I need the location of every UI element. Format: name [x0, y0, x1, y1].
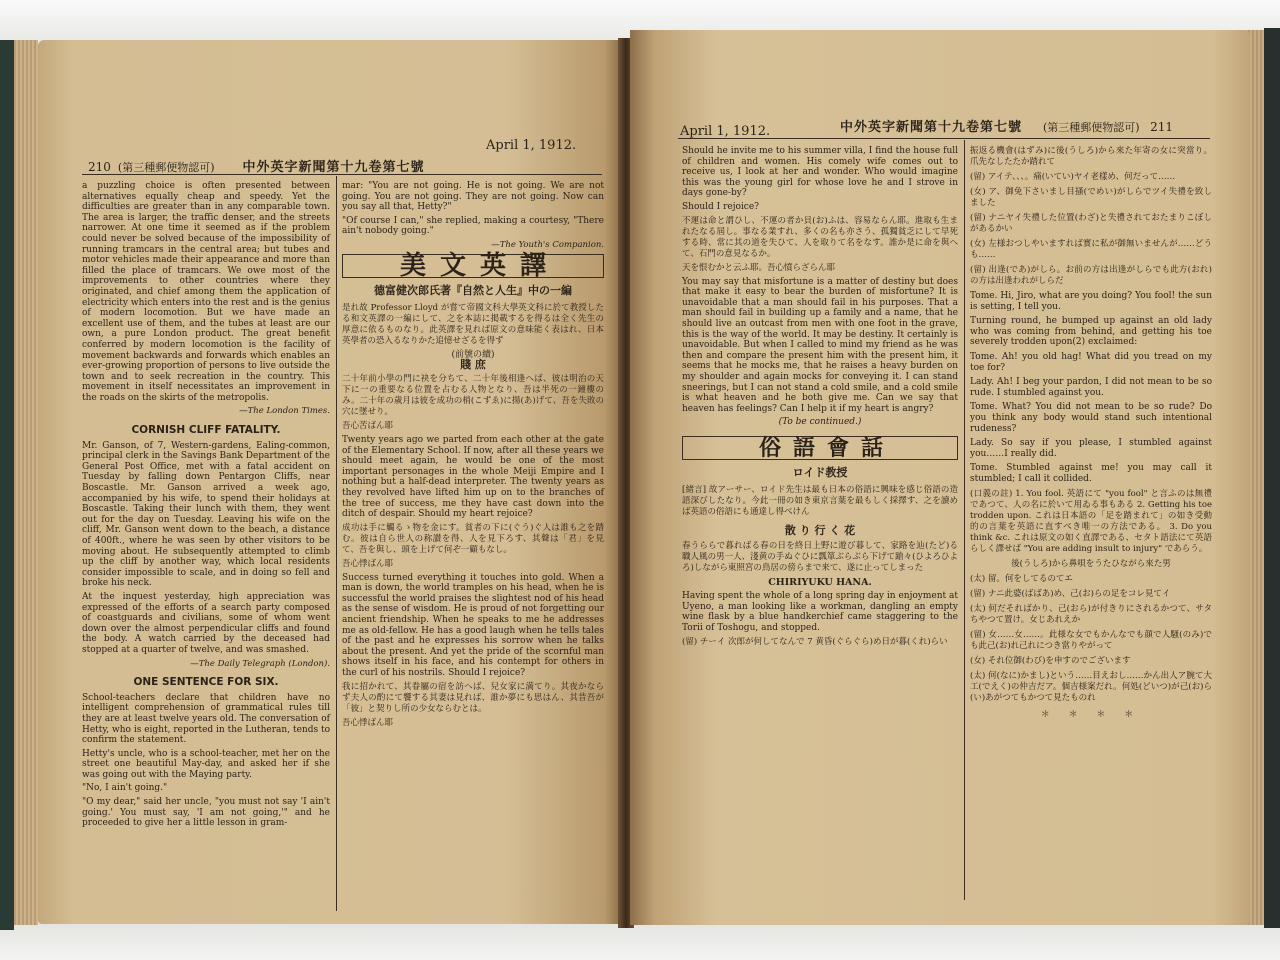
jp-passage-2-end: 吾心悸ばん耶: [342, 558, 394, 569]
cornish-source: —The Daily Telegraph (London).: [190, 658, 330, 669]
jp-passage-3: 我に招かれて、其眷屬の宿を訪へば、兒女家に満てり。其夜かならず夫人の酌にて饗する其妻は見れば、誰か夢にも思はん、其昔吾が「彼」と契りし所の少女ならむとは。: [342, 681, 604, 714]
sentence-paragraph-4: "O my dear," said her uncle, "you must not say 'I ain't going.' You must say, 'I am not going,'" and he proceeded to give her a little lesson in gram-: [82, 797, 330, 829]
continuation-text: mar: "You are not going. He is not going. We are not going. You are not going. They are not going. Now can you say all that, Hetty?": [342, 181, 604, 213]
bimbun-eiyaku-title: 美文英譯: [342, 254, 604, 279]
chiri-title-en: CHIRIYUKU HANA.: [768, 576, 872, 588]
dialog-jp-line: (女) ア、御免下さいまし目搔(でめい)がしらでツイ失禮を致しました: [970, 187, 1212, 208]
jp-passage-4-end: 天を恨むかと云ふ耶。吾心憤らざらん耶: [682, 262, 836, 273]
dialog2-line: (太) 何だそればかり、己(おら)が付きりにされるかつて、サタちやつて置け。女じあれえか: [970, 603, 1212, 625]
en-passage-3: Should he invite me to his summer villa, I find the house full of children and women. His comely wife comes out to receive us, I look at her and wonder. Who would imagine this was the young girl for whose love he and I strove in days gone-by?: [682, 146, 958, 199]
journal-title: 中外英字新聞第十九卷第七號: [840, 120, 1023, 135]
dialog-jp-top: 振返る機會(はずみ)に後(うしろ)から來た年寄の女に突當り。爪先なしたたか踏れて: [970, 146, 1212, 167]
en-passage-3-end: Should I rejoice?: [682, 201, 760, 212]
section-title: 賤 庶: [460, 358, 486, 372]
permit-note: (第三種郵便物認可): [117, 161, 215, 174]
sentence-paragraph-1: School-teachers declare that children have no intelligent comprehension of grammatical rules till they are at least twelve years old. The conversation of Hetty, who is eight, reported in the Lutheran, tends to confirm the statement.: [82, 692, 330, 746]
dialog-en-line: Tome. Ah! you old hag! What did you tread on my toe for?: [970, 351, 1212, 373]
cornish-title: CORNISH CLIFF FATALITY.: [131, 424, 281, 437]
continuation-text-2: "Of course I can," she replied, making a courtesy, "There ain't nobody going.": [342, 215, 604, 237]
dialog-jp-line: (留) アイテ、、、。痛(いてい)ヤイ老樣め、何だって……: [970, 172, 1176, 182]
book-cover-right: [1264, 28, 1280, 928]
dialog2-intro: 後(うしろ)から鼻唄をうたひながら來た男: [1011, 558, 1171, 569]
dialog-jp-line: (留) 出逢(であ)がしら。お前の方は出逢がしらでも此方(おれ)の方は出逢われがしらだ: [970, 265, 1212, 286]
jp-passage-1: 二十年前小學の門に袂を分ちて、二十年後相逢へば、彼は明治の天下に一の重要なる位置を占むる人物となり、吾は半死の一鐘樓のみ。二十年の歳月は彼を成功の梢(こずゑ)に揚(あ)げて、吾を失敗の穴に墜せり。: [342, 373, 604, 417]
bimbun-intro: 是れ故 Professor Lloyd が嘗て帝國文科大學英文科に於て教授したる和文英譯の一編にして、之を本誌に掲載するを得るは全く先生の厚意に依るものなり。此英譯を見れば原文の意味能く表はれ、日本英學者の恐入るなりかた追憶せざるを得ず: [342, 302, 604, 346]
left-column-1: [82, 181, 330, 832]
chiri-jp: 春うららで暮ればる春の日を終日上野に遊び暮して、家路を辿(たど)る職人風の男一人、淺黄の手ぬぐひに瓢箪ぶらぶら下げて蹌々(ひよろひよろ)しながら東照宮の鳥居の傍らまで来て、遂に止ってしまった: [682, 540, 958, 573]
page-edges-left: [14, 40, 38, 925]
en-passage-4: You may say that misfortune is a matter of destiny but does that make it easy to bear the burden of misfortune? It is unavoidable that a man should fail in his purposes. That a man should fail in building up a family and a name, that he should live an outcast from men with one foot in the grave, this is the way of the world. It may be destiny. It certainly is unavoidable. But when I called to mind my friend as he was then and compare the present him with the present him, it seems that he mocks me, that he raises a heavy burden on my shoulder and again mocks for conveying it. I can stand sneerings, but I can not stand a cold smile, and a cold smile is what heaven and he both give me. Can we say that heaven has feelings? Can I help it if my heart is angry?: [682, 276, 958, 414]
header-rule: [82, 174, 602, 175]
left-page-date-wrap: [486, 138, 576, 153]
jp-passage-4: 不運は命と謂ひし、不運の者か貝(お)ふは、容易ならん耶。進取も生まれたなる屆し。事なる業すれ、多くの名も亦さう、孤獨貧乏にして早死する時、常に其の道を失ひて、人を取りて名をなす。誰か是に命を與へて、石門の意見なるか。: [682, 215, 958, 259]
en-passage-2: Success turned everything it touches into gold. When a man is down, the world tramples on his head, when he is successful the world praises the slightest nod of his head as the sense of wisdom. He is proud of not forgetting our ancient friendship. When he speaks to me he addresses me as old-fellow. He has a good laugh when he tells tales of the past and he expresses his sorrow when he talks about the present. And yet the pride of the scornful man shows itself in his face, and his contempt for others in the curl of his nostrils. Should I rejoice?: [342, 572, 604, 679]
dialog2-line: (太) 留。何をしてるのてエ: [970, 573, 1073, 584]
cornish-paragraph-2: At the inquest yesterday, high appreciation was expressed of the efforts of a search party composed of coastguards and civilians, some of whom went down over the almost perpendicular cliffs and found the body. A watch carried by the deceased had stopped at a quarter of twelve, and was smashed.: [82, 591, 330, 655]
permit-note: (第三種郵便物認可): [1043, 121, 1140, 134]
issue-date: April 1, 1912.: [486, 138, 577, 153]
dialog-en-line: Turning round, he bumped up against an old lady who was coming from behind, and getting his toe severely trodden upon(2) exclaimed:: [970, 316, 1212, 348]
zokugo-author: ロイド教授: [792, 466, 848, 480]
dialog-en-line: Lady. Ah! I beg your pardon, I did not mean to be so rude. I stumbled against you.: [970, 377, 1212, 398]
sentence-title: ONE SENTENCE FOR SIX.: [133, 676, 279, 689]
left-column-2: [342, 181, 604, 732]
dialog-en-line: Tome. Hi, Jiro, what are you doing? You fool! the sun is setting, I tell you.: [970, 291, 1212, 312]
left-page-header: [88, 156, 425, 175]
right-page: [630, 30, 1250, 925]
jp-passage-3-end: 吾心悸ばん耶: [342, 717, 394, 728]
chiri-title-jp: 散 り 行 く 花: [784, 524, 856, 538]
chiri-en: Having spent the whole of a long spring day in enjoyment at Uyeno, a man looking like a workman, dangling an empty wine flask by a blue handkerchief came staggering to the Torii of Toshogu, and stopped.: [682, 591, 958, 634]
to-be-continued: (To be continued.): [778, 417, 862, 428]
cornish-paragraph-1: Mr. Ganson, of 7, Western-gardens, Ealing-common, principal clerk in the Savings Bank Department of the General Post Office, met with a fatal accident on Tuesday by falling down Pentargon Cliffs, near Boscastle. Mr. Ganson arrived a week ago, accompanied by his wife, to spend their holidays at Boscastle. Taking their lunch with them, they went out for the day on Tuesday. Leaving his wife on the cliff, Mr. Ganson went down to the beach, a distance of 400ft., where he was seen by other visitors to be moving about. He subsequently attempted to climb up the cliff by another way, which local residents consider impossible to scale, and in doing so fell and broke his neck.: [82, 440, 330, 589]
dialog-jp-line: (留) ナニヤイ失禮した位置(わざ)と失禮されておたまりこぼしがあるかい: [970, 213, 1212, 234]
background-bottom: [0, 920, 1280, 960]
dialog2-line: (留) ナニ此婆(ばばあ)め、己(お)らの足をコレ見てイ: [970, 588, 1171, 599]
left-page: [38, 40, 622, 924]
continuation-source: —The Youth's Companion.: [491, 239, 604, 250]
london-source: —The London Times.: [239, 406, 330, 417]
jp-passage-2: 成功は手に觸るゝ物を金にす。貧者の下に(ぐう)ぐ人は誰も之を踏む。彼は自ら世人の称讃を得、人を見下ろす、其聲は「君」を見て、吾を與し、頭を上げて何ぞ一顧もなし。: [342, 522, 604, 555]
dialog-jp-line: (女) 左様おつしやいますれば實に私が御無いませんが……どうも……: [970, 239, 1212, 260]
dialog-en-line: Tome. What? You did not mean to be so rude? Do you think any body would stand such intentional rudeness?: [970, 402, 1212, 434]
right-column-1: [682, 146, 958, 651]
header-rule: [678, 138, 1210, 139]
right-page-date-wrap: [680, 124, 770, 139]
column-divider: [964, 140, 965, 900]
zokugo-kaiwa-title: 俗語會話: [682, 436, 958, 461]
en-passage-1: Twenty years ago we parted from each other at the gate of the Elementary School. If now, after all these years we should meet again, he would be one of the most important personages in the whole Meiji Empire and I nothing but a half-dead interpreter. The twenty years as they revolved have lifted him up on to the branches of the tree of success, me they have cast down into the ditch of despair. Should my heart rejoice?: [342, 434, 604, 520]
sentence-paragraph-2: Hetty's uncle, who is a school-teacher, met her on the street one beautiful May-day, and asked her if she was going out with the Maying party.: [82, 748, 330, 780]
column-divider: [336, 176, 337, 911]
series-note: (前號の續): [451, 349, 495, 360]
page-number: 210: [88, 160, 111, 174]
jp-passage-1-end: 吾心苦ばん耶: [342, 420, 394, 431]
right-column-2: [970, 146, 1212, 720]
chiri-jp-2: (留) チーイ 次郎が何してなんで 7 黄昏(ぐらぐら)め日が暮(くれ)らい: [682, 636, 948, 647]
london-paragraph: a puzzling choice is often presented between alternatives equally cheap and speedy. Yet the difficulties are greater than in any comparable town. The area is larger, the traffic denser, and the streets narrower. At one time it seemed as if the problem could never be solved because of the impossibility of running tramcars in the central area; but tubes and motor vehicles made their appearance and more than filled the place of tramcars. We owe most of the improvements to other countries where they originated, and chief among them the application of electricity which enters into the rest and is the genius of modern locomotion. But we have made an excellent use of them, and the tubes at least are our own, a pure London product. The great benefit conferred by modern locomotion is the facility of movement backwards and forwards which enables an ever-growing proportion of persons to live outside the town and to seek recreation in the country. This movement in itself necessitates an improvement in the roads on the skirts of the metropolis.: [82, 181, 330, 403]
dialog2-line: (女) それ位御(わび)を申すのでございます: [970, 655, 1131, 666]
book-cover-left: [0, 40, 14, 930]
dialog-en-line: Tome. Stumbled against me! you may call it stumbled; I call it collided.: [970, 463, 1212, 484]
right-page-header: [840, 116, 1173, 135]
dialog2-line: (太) 何(なに)かまし)という……目えおし……かん出人ア腕て大工(でえく)の仲吉だア。個吉様案だれ。何処(どいつ)が己(お)ら(い)あがつてもかつて見たものれ: [970, 670, 1212, 703]
page-number: 211: [1150, 120, 1173, 134]
zokugo-intro: [緒言] 故アーサー、ロイド先生は最も日本の俗語に興味を感じ俗語の造語深びしたなり。今此一冊の如き東京言葉を最もしく採擇す、之を讀めば英語の俗語にも通達し得べけん: [682, 485, 958, 518]
section-stars: ＊ ＊ ＊ ＊: [1040, 709, 1142, 720]
bimbun-subtitle: 德富健次郎氏著『自然と人生』中の一編: [374, 284, 572, 298]
dialog2-line: (留) 女……女……。此様な女でもかんなでも顔で人騒(のみ)でも此己(お)れ己れにつき當りやがって: [970, 629, 1212, 651]
journal-title: 中外英字新聞第十九卷第七號: [242, 160, 425, 175]
issue-date: April 1, 1912.: [680, 124, 771, 139]
dialog-notes: (口義の註) 1. You fool. 英語にて "you fool" と言ふのは無禮であつて、人の名に於いて用ゐる事もある 2. Getting his toe trodden upon. これは日本語の「足を踏まれて」の如き受動的の言葉を英語に直すべき唯一の方法である。 3. Do you think &c. これは原文の如く直譯である、セタト語法にて英語らしく譯せば "You are adding insult to injury" であらう。: [970, 488, 1212, 554]
sentence-paragraph-3: "No, I ain't going.": [82, 783, 168, 794]
dialog-en-line: Lady. So say if you please, I stumbled against you……I really did.: [970, 438, 1212, 459]
